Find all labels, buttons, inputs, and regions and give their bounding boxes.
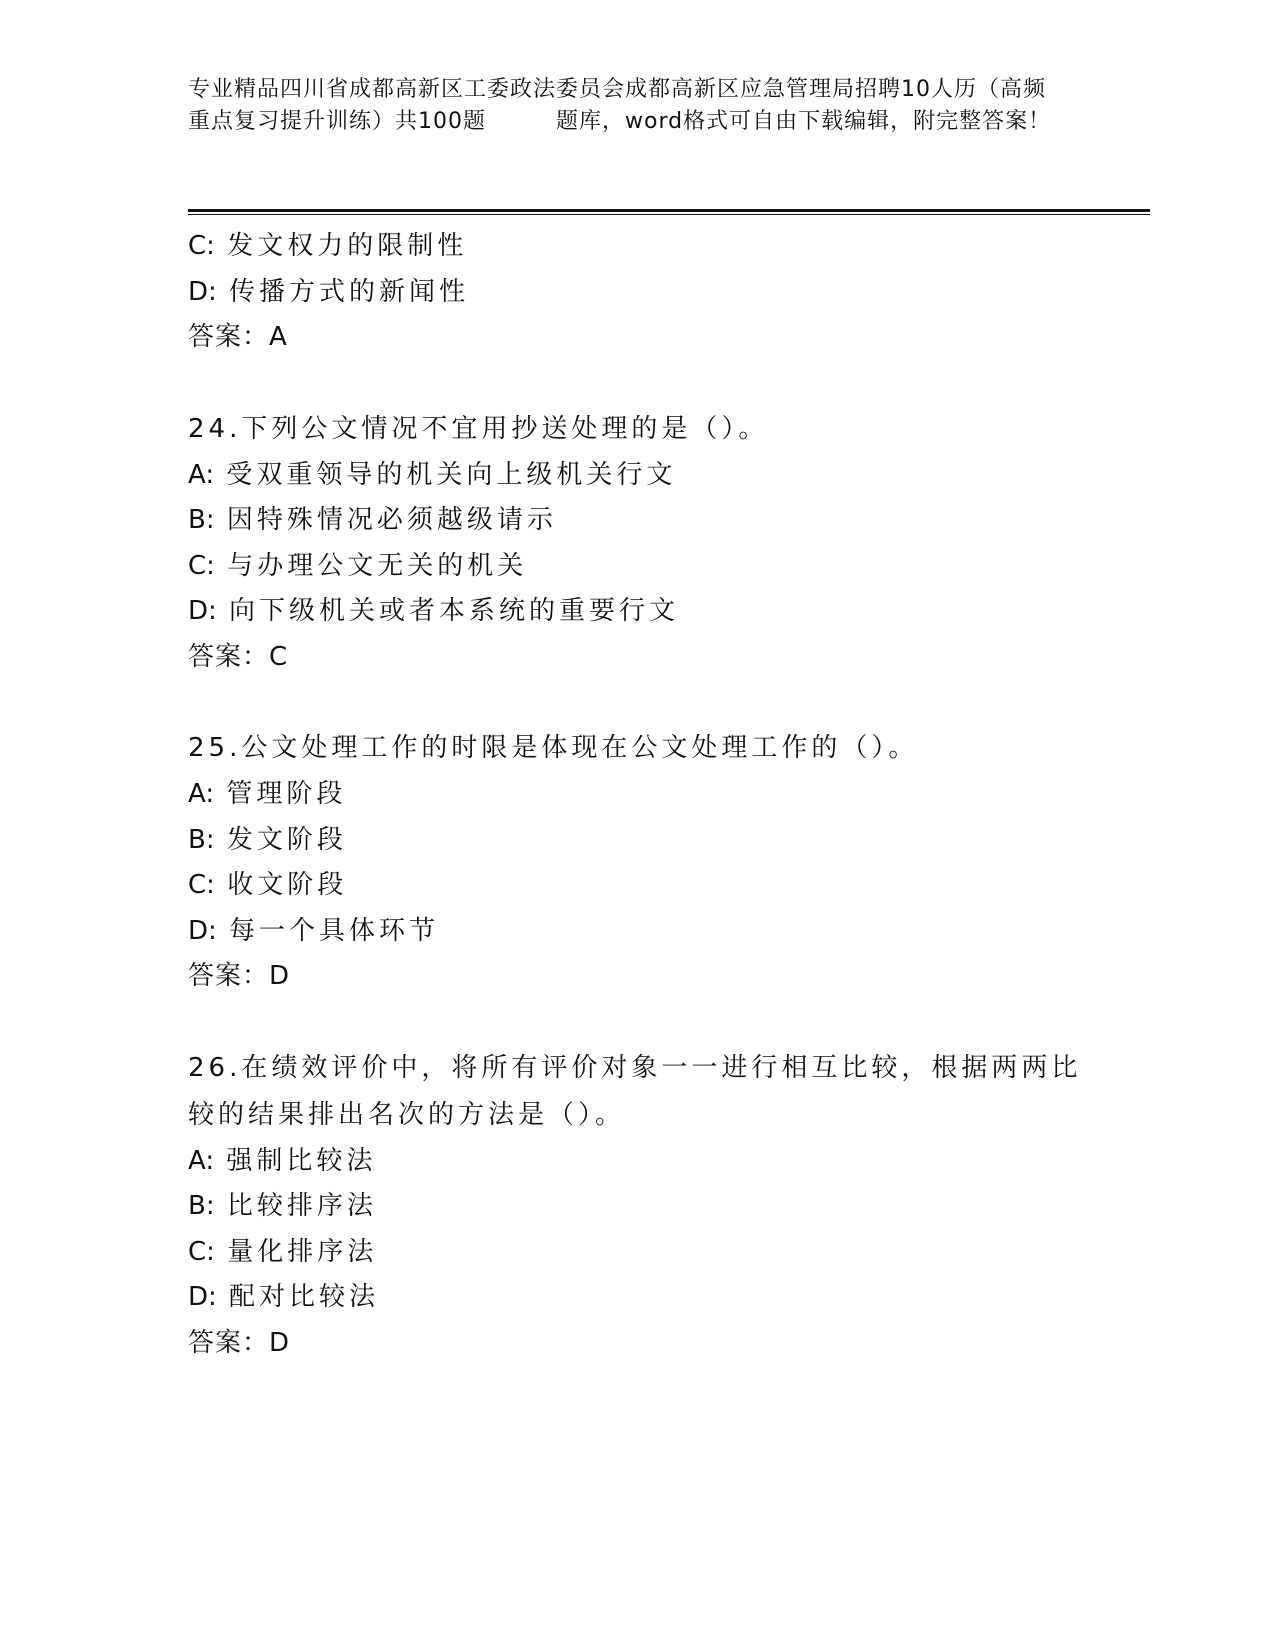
option-line — [188, 589, 1088, 635]
answer-line — [188, 635, 1088, 681]
option-key: A: — [188, 459, 215, 490]
answer-line — [188, 315, 1088, 361]
question-block — [188, 406, 1088, 681]
option-text: 收文阶段 — [227, 870, 348, 900]
option-key: C: — [188, 870, 215, 900]
option-text: 发文权力的限制性 — [227, 231, 468, 261]
option-key: C: — [188, 550, 215, 581]
option-text: 配对比较法 — [229, 1282, 380, 1312]
option-text: 强制比较法 — [226, 1145, 377, 1176]
option-text: 因特殊情况必须越级请示 — [226, 505, 557, 535]
answer-value: A — [269, 322, 288, 352]
option-line — [188, 224, 1088, 270]
option-key: B: — [188, 824, 215, 855]
option-line — [188, 270, 1088, 316]
option-line — [188, 1139, 1088, 1185]
option-line — [188, 863, 1088, 909]
answer-value: C — [269, 641, 289, 672]
answer-value: D — [269, 1327, 291, 1358]
answer-label: 答案： — [188, 641, 270, 672]
option-line — [188, 1230, 1088, 1276]
option-text: 发文阶段 — [226, 824, 347, 855]
option-key: D: — [188, 915, 217, 946]
question-stem: 25.公文处理工作的时限是体现在公文处理工作的（）。 — [188, 733, 919, 763]
option-key: B: — [188, 505, 215, 535]
option-text: 受双重领导的机关向上级机关行文 — [226, 459, 677, 490]
option-key: D: — [188, 1282, 217, 1312]
option-text: 每一个具体环节 — [229, 915, 440, 946]
option-line — [188, 1184, 1088, 1230]
option-line — [188, 909, 1088, 955]
option-text: 比较排序法 — [226, 1191, 377, 1221]
answer-value: D — [269, 961, 291, 991]
question-block — [188, 1045, 1088, 1367]
option-line — [188, 818, 1088, 864]
header-divider — [188, 209, 1150, 215]
answer-label: 答案： — [188, 322, 270, 352]
option-line — [188, 1275, 1088, 1321]
answer-label: 答案： — [188, 961, 270, 991]
question-content — [188, 224, 1088, 1366]
option-key: D: — [188, 276, 217, 307]
option-text: 与办理公文无关的机关 — [227, 550, 528, 581]
option-key: C: — [188, 231, 215, 261]
header-title-part1: 专业精品四川省成都高新区工委政法委员会成都高新区应急管理局招聘10人历（高频重点复习提升训练）共100题 — [188, 77, 1046, 134]
option-line — [188, 772, 1088, 818]
answer-line — [188, 1321, 1088, 1367]
option-line — [188, 498, 1088, 544]
option-key: A: — [188, 779, 215, 809]
question-block — [188, 725, 1088, 1000]
option-text: 传播方式的新闻性 — [229, 276, 470, 307]
answer-label: 答案： — [188, 1327, 270, 1358]
answer-line — [188, 954, 1088, 1000]
option-key: B: — [188, 1191, 215, 1221]
option-key: C: — [188, 1236, 215, 1267]
question-stem: 24.下列公文情况不宜用抄送处理的是（）。 — [188, 413, 769, 444]
option-line — [188, 453, 1088, 499]
question-stem: 26.在绩效评价中，将所有评价对象一一进行相互比较，根据两两比较的结果排出名次的方法是（）。 — [188, 1052, 1082, 1130]
option-text: 量化排序法 — [227, 1236, 378, 1267]
option-key: A: — [188, 1145, 215, 1176]
document-header — [188, 74, 1068, 138]
option-line — [188, 544, 1088, 590]
option-text: 向下级机关或者本系统的重要行文 — [229, 596, 680, 626]
option-text: 管理阶段 — [226, 779, 347, 809]
continued-question — [188, 224, 1088, 361]
option-key: D: — [188, 596, 217, 626]
header-title-part2: 题库，word格式可自由下载编辑，附完整答案！ — [556, 109, 1052, 134]
